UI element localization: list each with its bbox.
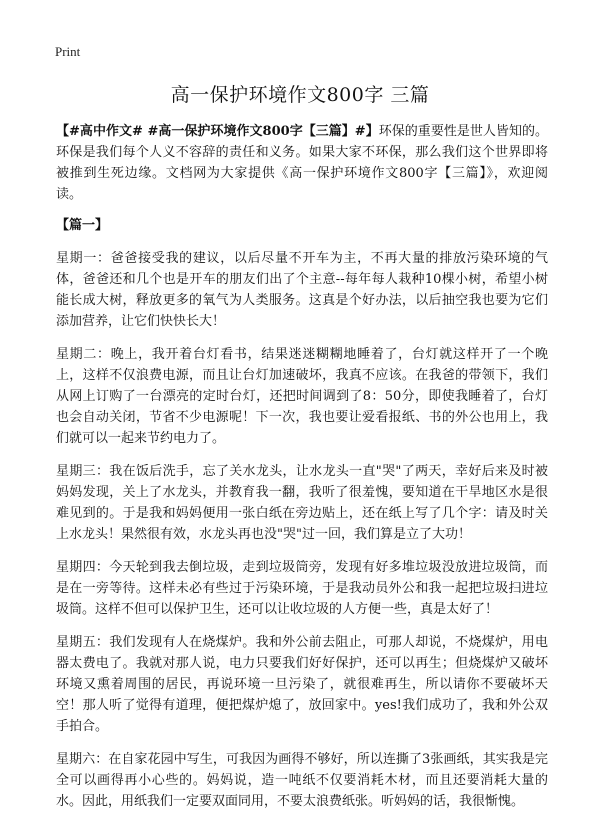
intro-tag: 【#高中作文# #高一保护环境作文800字【三篇】#】: [56, 124, 379, 139]
article-body: [56, 121, 548, 824]
section-heading: 【篇一】: [56, 218, 109, 233]
page-title: 高一保护环境作文800字 三篇: [170, 84, 430, 106]
paragraph-wednesday: 星期三：我在饭后洗手，忘了关水龙头，让水龙头一直"哭"了两天，幸好后来及时被妈妈发现，关上了水龙头，并教育我一翻，我听了很羞愧，要知道在干旱地区水是很难见到的。于是我和妈妈便用一张白纸在旁边贴上，还在纸上写了几个字：请及时关上水龙头！果然很有效，水龙头再也没"哭"过一回，我们算是立了大功！: [56, 464, 548, 542]
paragraph-tuesday: 星期二：晚上，我开着台灯看书，结果迷迷糊糊地睡着了，台灯就这样开了一个晚上，这样不仅浪费电源，而且让台灯加速破坏，我真不应该。在我爸的带领下，我们从网上订购了一台漂亮的定时台灯，还把时间调到了8：50分，即使我睡着了，台灯也会自动关闭，节省不少电源呢！下一次，我也要让爱看报纸、书的外公也用上，我们就可以一起来节约电力了。: [56, 347, 548, 446]
print-link[interactable]: Print: [55, 44, 81, 59]
paragraph-friday: 星期五：我们发现有人在烧煤炉。我和外公前去阻止，可那人却说，不烧煤炉，用电器太费电了。我就对那人说，电力只要我们好好保护，还可以再生；但烧煤炉又破坏环境又熏着周围的居民，再说环境一旦污染了，就很难再生，所以请你不要破坏天空！那人听了觉得有道理，便把煤炉熄了，放回家中。yes!我们成功了，我和外公双手拍合。: [56, 635, 548, 734]
intro-text: 环保的重要性是世人皆知的。环保是我们每个人义不容辞的责任和义务。如果大家不环保，那么我们这个世界即将被推到生死边缘。文档网为大家提供《高一保护环境作文800字【三篇】》，欢迎阅读。: [56, 124, 548, 202]
intro-paragraph: [56, 121, 548, 205]
paragraph-thursday: 星期四：今天轮到我去倒垃圾，走到垃圾筒旁，发现有好多堆垃圾没放进垃圾筒，而是在一旁等待。这样未必有些过于污染环境，于是我动员外公和我一起把垃圾扫进垃圾筒。这样不但可以保护卫生，还可以让收垃圾的人方便一些，真是太好了！: [56, 560, 548, 617]
paragraph-monday: 星期一：爸爸接受我的建议，以后尽量不开车为主，不再大量的排放污染环境的气体，爸爸还和几个也是开车的朋友们出了个主意--每年每人栽种10棵小树，希望小树能长成大树，释放更多的氧气为人类服务。这真是个好办法，以后抽空我也要为它们添加营养，让它们快快长大！: [56, 251, 548, 329]
paragraph-saturday: 星期六：在自家花园中写生，可我因为画得不够好，所以连撕了3张画纸，其实我是完全可以画得再小心些的。妈妈说，造一吨纸不仅要消耗木材，而且还要消耗大量的水。因此，用纸我们一定要双面同用，不要太浪费纸张。听妈妈的话，我很惭愧。: [56, 752, 548, 809]
